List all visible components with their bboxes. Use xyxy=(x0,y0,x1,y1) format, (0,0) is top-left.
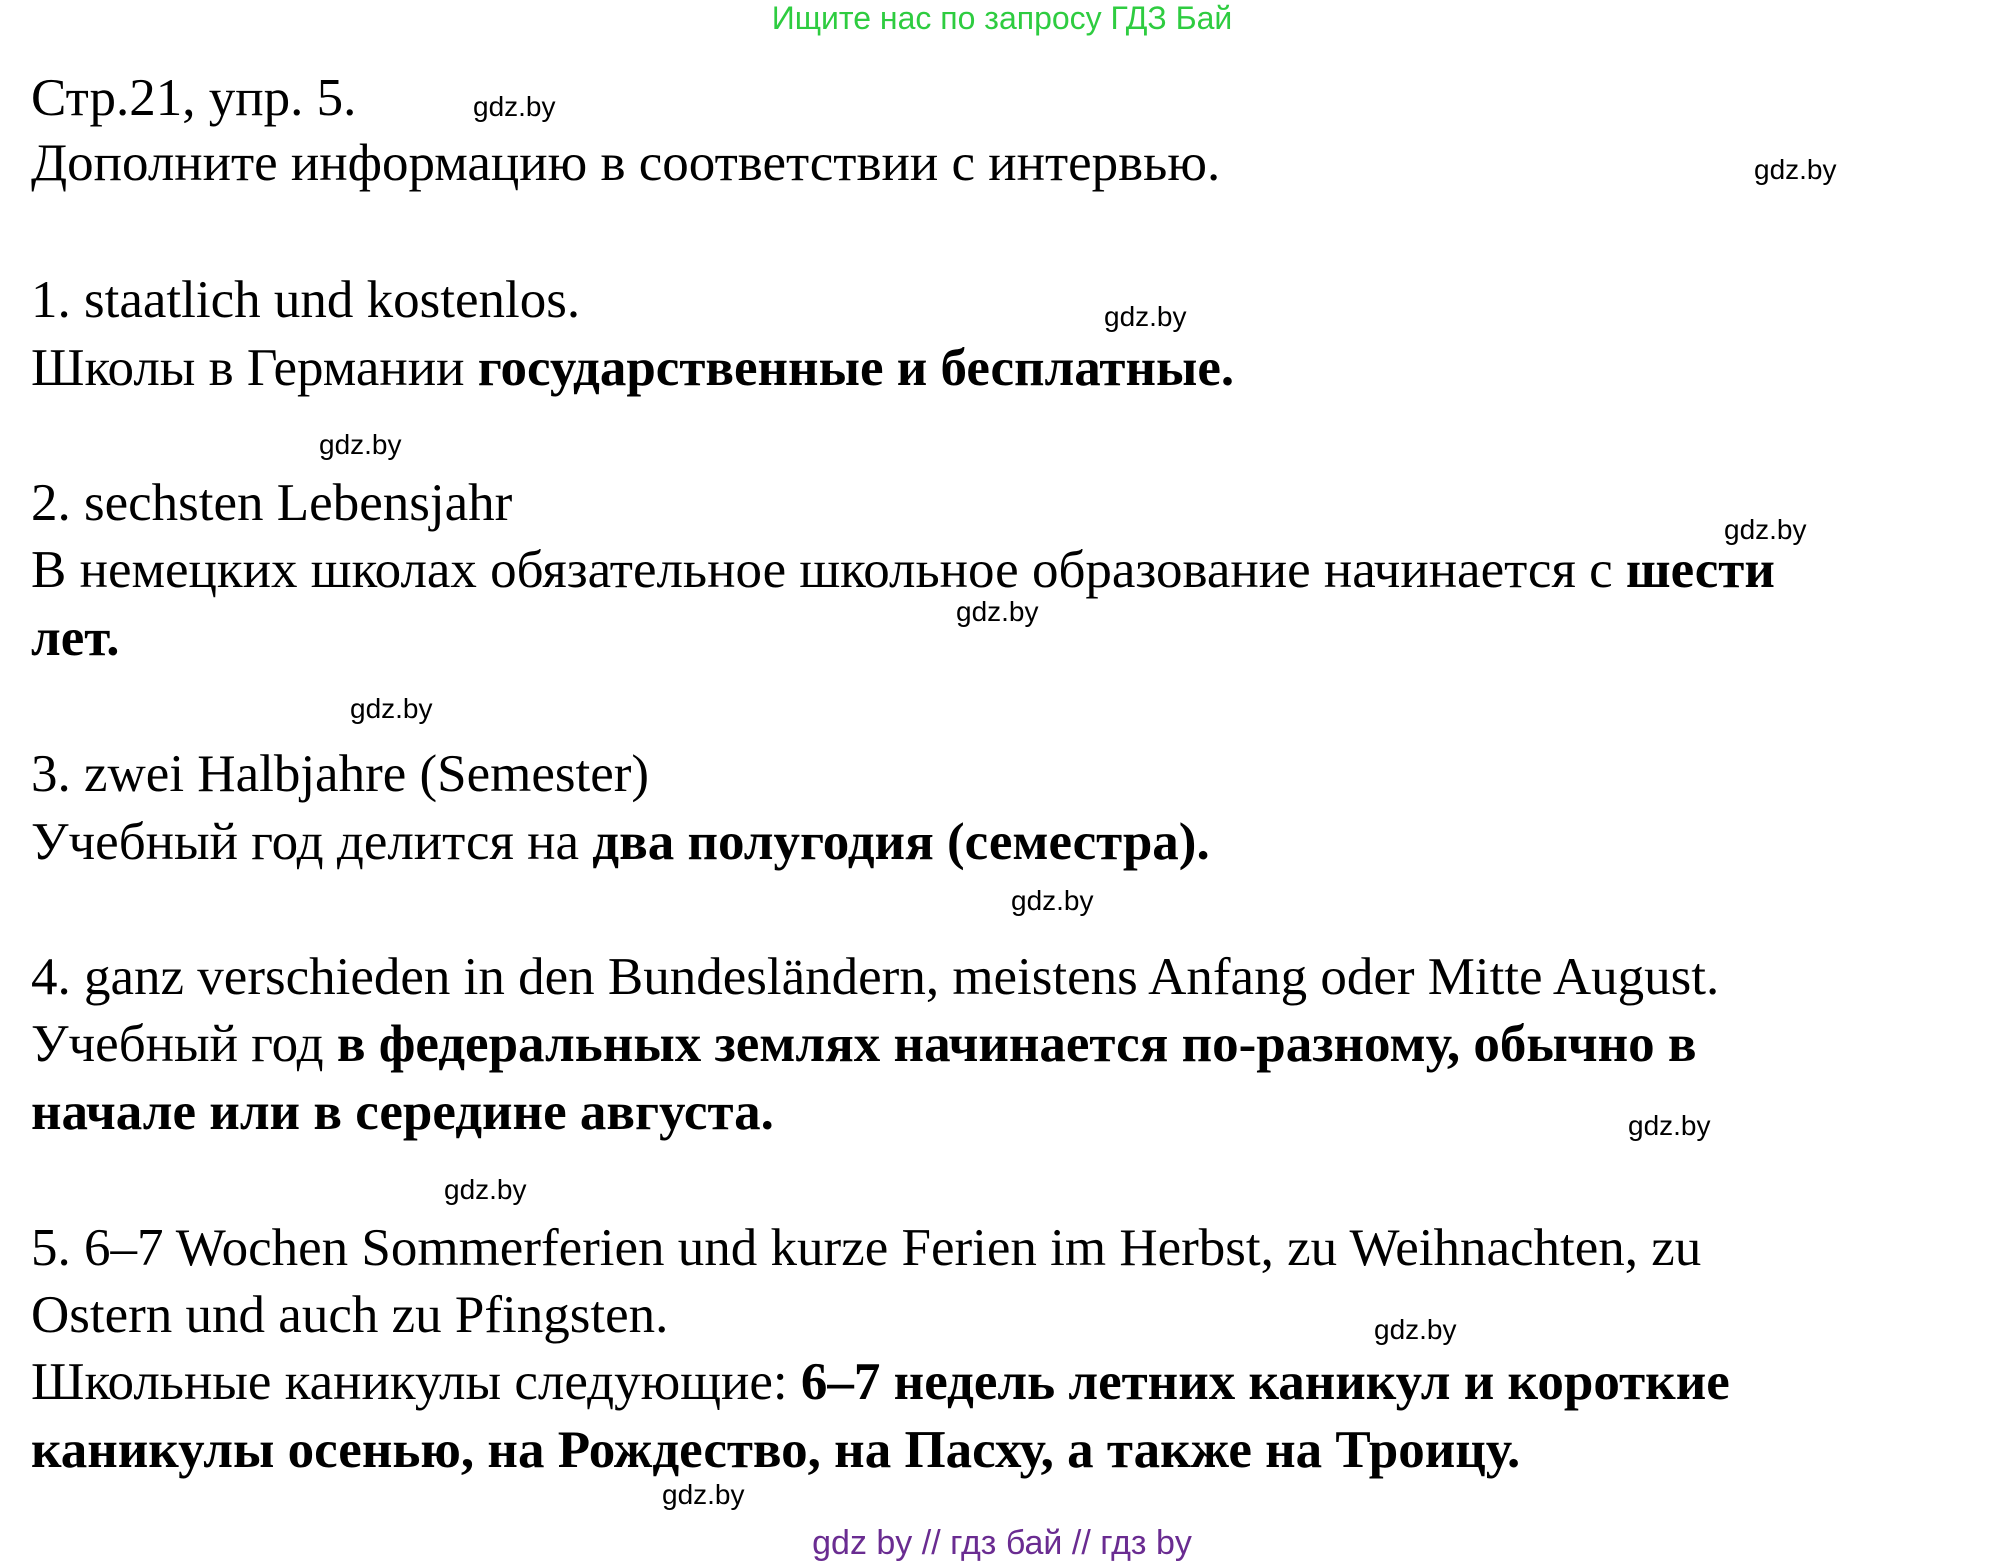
watermark-gdz: gdz.by xyxy=(662,1479,745,1510)
item-1-answer-prefix: Школы в Германии xyxy=(31,339,478,397)
item-3-german: 3. zwei Halbjahre (Semester) xyxy=(31,745,650,803)
watermark-gdz: gdz.by xyxy=(473,91,556,122)
item-4-answer-line2 xyxy=(31,1078,774,1146)
item-5-answer-line2 xyxy=(31,1416,1520,1484)
exercise-instruction: Дополните информацию в соответствии с интервью. xyxy=(31,134,1221,192)
item-1-german: 1. staatlich und kostenlos. xyxy=(31,271,581,329)
item-2-answer-line1 xyxy=(31,536,1775,604)
footer-banner: gdz by // гдз бай // гдз by xyxy=(812,1524,1192,1562)
item-5-german-line1: 5. 6–7 Wochen Sommerferien und kurze Ferien im Herbst, zu Weihnachten, zu xyxy=(31,1219,1702,1277)
watermark-gdz: gdz.by xyxy=(1724,514,1807,545)
item-2-answer-prefix: В немецких школах обязательное школьное образование начинается с xyxy=(31,541,1626,599)
item-4-german: 4. ganz verschieden in den Bundesländern, meistens Anfang oder Mitte August. xyxy=(31,948,1720,1006)
item-4-answer-bold: в федеральных землях начинается по-разному, обычно в xyxy=(336,1015,1697,1073)
item-1-answer-bold: государственные и бесплатные. xyxy=(477,339,1235,397)
watermark-gdz: gdz.by xyxy=(319,429,402,460)
page-reference: Стр.21, упр. 5. xyxy=(31,69,357,127)
item-2-answer-bold: шести xyxy=(1625,541,1775,599)
watermark-gdz: gdz.by xyxy=(444,1174,527,1205)
item-5-answer-prefix: Школьные каникулы следующие: xyxy=(31,1353,801,1411)
item-3-answer-bold: два полугодия (семестра). xyxy=(592,813,1210,871)
watermark-gdz: gdz.by xyxy=(1011,885,1094,916)
item-2-answer-bold-cont: лет. xyxy=(31,609,120,667)
item-1-answer xyxy=(31,334,1234,402)
item-2-answer-line2 xyxy=(31,604,120,672)
watermark-gdz: gdz.by xyxy=(1374,1314,1457,1345)
item-4-answer-prefix: Учебный год xyxy=(31,1015,337,1073)
item-4-answer-bold-cont: начале или в середине августа. xyxy=(31,1083,774,1141)
item-5-answer-line1 xyxy=(31,1348,1730,1416)
watermark-gdz: gdz.by xyxy=(350,693,433,724)
search-banner: Ищите нас по запросу ГДЗ Бай xyxy=(771,0,1233,36)
watermark-gdz: gdz.by xyxy=(956,596,1039,627)
item-5-answer-bold-cont: каникулы осенью, на Рождество, на Пасху, а также на Троицу. xyxy=(31,1421,1521,1479)
item-5-answer-bold: 6–7 недель летних каникул и короткие xyxy=(800,1353,1730,1411)
item-4-answer-line1 xyxy=(31,1010,1697,1078)
watermark-gdz: gdz.by xyxy=(1754,154,1837,185)
item-2-german: 2. sechsten Lebensjahr xyxy=(31,474,513,532)
item-3-answer-prefix: Учебный год делится на xyxy=(31,813,593,871)
watermark-gdz: gdz.by xyxy=(1628,1110,1711,1141)
watermark-gdz: gdz.by xyxy=(1104,301,1187,332)
item-3-answer xyxy=(31,808,1210,876)
item-5-german-line2: Ostern und auch zu Pfingsten. xyxy=(31,1286,669,1344)
